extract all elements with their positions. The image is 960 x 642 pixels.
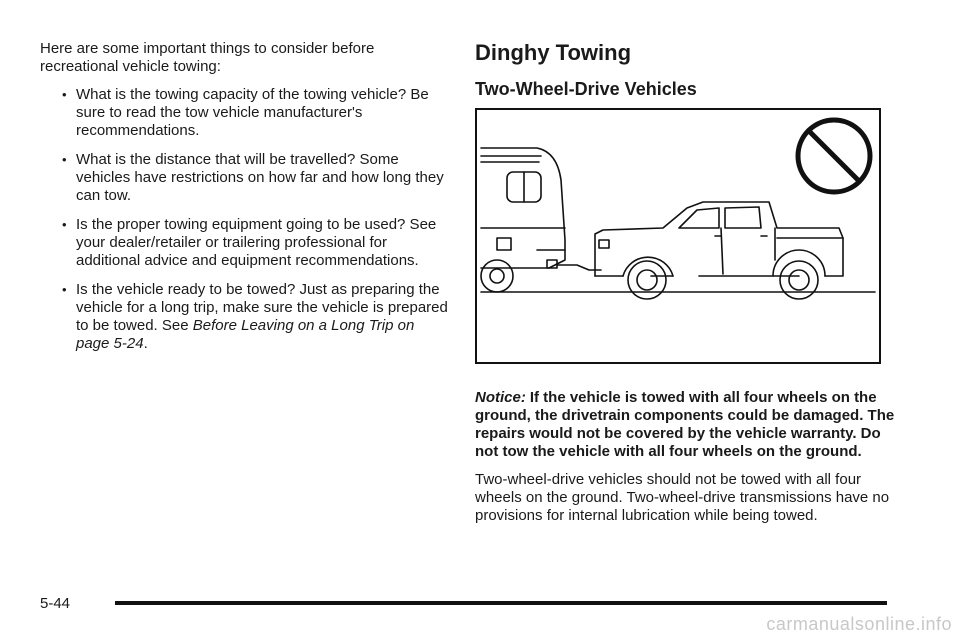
watermark-text: carmanualsonline.info (766, 614, 952, 634)
subsection-title: Two-Wheel-Drive Vehicles (475, 79, 697, 99)
left-column (40, 40, 450, 364)
motorhome-icon (481, 148, 565, 292)
bullet-icon: • (62, 87, 67, 102)
consideration-list (40, 86, 450, 353)
prohibition-icon (798, 120, 870, 192)
towing-diagram-svg (477, 110, 879, 362)
body-paragraph: Two-wheel-drive vehicles should not be towed with all four wheels on the ground. Two-wheel-drive transmissions have no provisions for internal lubrication while being towed. (475, 471, 890, 524)
bullet-icon: • (62, 217, 67, 232)
notice-label: Notice: (475, 389, 526, 406)
notice-text: If the vehicle is towed with all four wheels on the ground, the drivetrain components could be damaged. The repairs would not be covered by the vehicle warranty. Do not tow the vehicle with all four wheels on the ground. (475, 389, 895, 460)
cross-reference-link[interactable]: Before Leaving on a Long Trip on page 5-24 (76, 317, 415, 352)
notice-paragraph (475, 389, 895, 461)
right-column (475, 40, 895, 525)
list-item-text: What is the towing capacity of the towing vehicle? Be sure to read the tow vehicle manufacturer's recommendations. (76, 86, 429, 139)
intro-paragraph: Here are some important things to consider before recreational vehicle towing: (40, 40, 375, 75)
footer-rule (115, 601, 887, 605)
list-item (40, 86, 450, 140)
pickup-truck-icon (595, 202, 843, 299)
bullet-icon: • (62, 282, 67, 297)
list-item (40, 151, 450, 205)
list-item-text: Is the proper towing equipment going to be used? See your dealer/retailer or trailering professional for additional advice and equipment recommendations. (76, 216, 437, 269)
list-item (40, 216, 450, 270)
list-item-text: What is the distance that will be travelled? Some vehicles have restrictions on how far and how long they can tow. (76, 151, 444, 204)
towing-illustration (475, 108, 881, 364)
section-title: Dinghy Towing (475, 40, 632, 65)
page-number: 5-44 (40, 595, 71, 612)
list-item-text: Is the vehicle ready to be towed? Just as preparing the vehicle for a long trip, make sure the vehicle is prepared to be towed. See (76, 281, 448, 334)
list-item (40, 281, 450, 353)
bullet-icon: • (62, 152, 67, 167)
list-item-tail: . (143, 335, 148, 352)
